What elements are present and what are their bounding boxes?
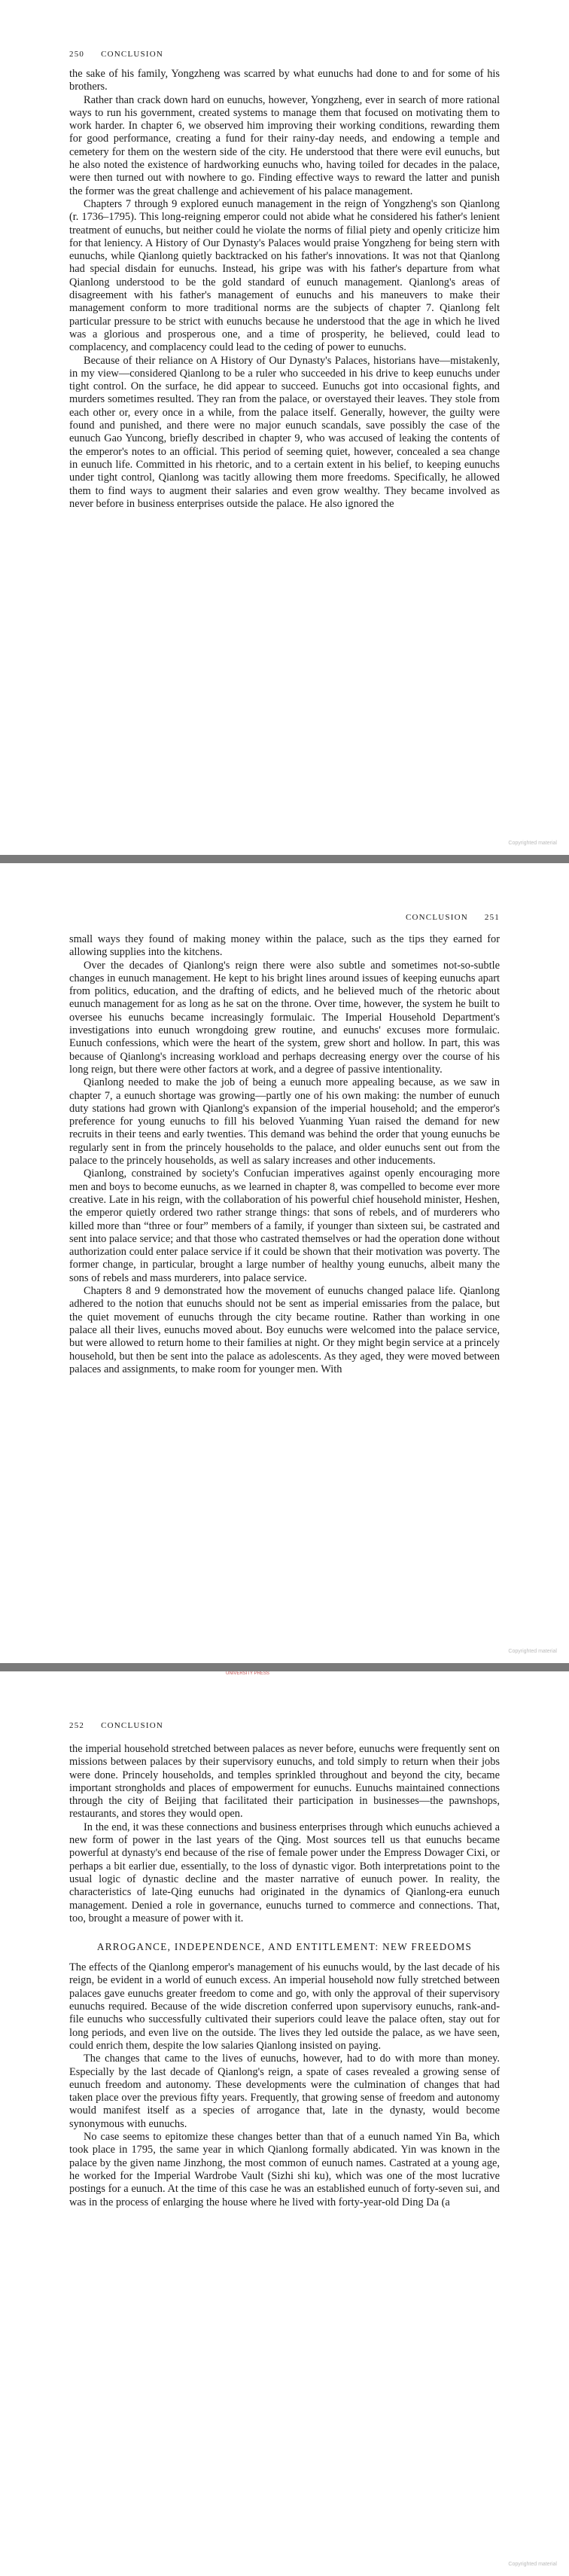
paragraph: Qianlong, constrained by society's Confucian imperatives against openly encouraging more men and boys to become eunuchs, as we learned in chapter 8, was compelled to become ever more creative. Late in his reign, with the collaboration of his powerful chief household minister, Heshen, the emperor quietly ordered two rather strange things: that sons of rebels, and of murderers who killed more than “three or four” members of a family, if younger than sixteen sui, be castrated and sent into palace service; and that those who castrated themselves or had the operation done without authorization could enter palace service if it could be shown that their motivation was poverty. The former change, in particular, brought a large number of healthy young eunuchs, albeit many the sons of rebels and mass murderers, into palace service. (69, 1167, 500, 1284)
running-head (69, 50, 163, 59)
paragraph: the sake of his family, Yongzheng was scarred by what eunuchs had done to and for some of his brothers. (69, 68, 500, 93)
paragraph: Rather than crack down hard on eunuchs, however, Yongzheng, ever in search of more rational ways to run his government, created systems to manage them that focused on motivating them to work harder. In chapter 6, we observed him improving their working conditions, rewarding them for good performance, creating a fund for their rainy-day needs, and endowing a temple and cemetery for them on the western side of the city. He understood that there were evil eunuchs, but he also noted the existence of hardworking eunuchs who, having toiled for decades in the palace, were then turned out with nowhere to go. Finding effective ways to reward the latter and punish the former was the great challenge and achievement of his palace management. (69, 93, 500, 197)
paragraph: The effects of the Qianlong emperor's management of his eunuchs would, by the last decade of his reign, be evident in a world of eunuch excess. An imperial household now fully stretched between palaces gave eunuchs greater freedom to come and go, with only the approval of their supervisory eunuchs required. Because of the wide discretion conferred upon supervisory eunuchs, rank-and-file eunuchs who successfully cultivated their superiors could leave the palace often, stay out for long periods, and even live on the outside. The lives they led outside the palace, as we have seen, could enrich them, despite the low salaries Qianlong insisted on paying. (69, 1961, 500, 2052)
page-number: 251 (484, 913, 500, 922)
chapter-title: CONCLUSION (101, 50, 164, 59)
paragraph: the imperial household stretched between palaces as never before, eunuchs were frequently sent on missions between palaces by their supervisory eunuchs, and told simply to return when their jobs were done. Princely households, and temples sprinkled throughout and beyond the city, became important strongholds and places of empowerment for eunuchs. Eunuchs maintained connections through the city of Beijing that facilitated their participation in businesses—the pawnshops, restaurants, and stores they would open. (69, 1743, 500, 1821)
book-page-251 (0, 863, 569, 1663)
paragraph: Because of their reliance on A History of Our Dynasty's Palaces, historians have—mistakenly, in my view—considered Qianlong to be a ruler who succeeded in his drive to keep eunuchs under tight control. On the surface, he did appear to succeed. Eunuchs got into occasional fights, and murders sometimes resulted. They ran from the palace, or overstayed their leaves. They stole from each other or, every once in a while, from the palace itself. Generally, however, the guilty were found and punished, and there were no major eunuch scandals, save possibly the case of the eunuch Gao Yuncong, briefly described in chapter 9, who was accused of leaking the contents of the emperor's notes to an official. This period of seeming quiet, however, concealed a sea change in eunuch life. Committed in his rhetoric, and to a certain extent in his belief, to keeping eunuchs under tight control, Qianlong was tacitly allowing them more freedoms. Specifically, he allowed them to find ways to augment their salaries and even grow wealthy. They became involved as never before in business enterprises outside the palace. He also ignored the (69, 354, 500, 510)
section-heading: ARROGANCE, INDEPENDENCE, AND ENTITLEMENT: NEW FREEDOMS (96, 1941, 473, 1953)
copyright-notice: Copyrighted material (508, 2562, 557, 2567)
book-page-250 (0, 0, 569, 855)
publisher-marker: UNIVERSITY PRESS (226, 1671, 269, 1676)
chapter-title: CONCLUSION (101, 1721, 164, 1730)
body-text (69, 68, 500, 511)
chapter-title: CONCLUSION (405, 913, 468, 922)
paragraph: In the end, it was these connections and business enterprises through which eunuchs achieved a new form of power in the last years of the Qing. Most sources tell us that eunuchs became powerful at dynasty's end because of the rise of female power under the Empress Dowager Cixi, or perhaps a bit earlier due, essentially, to the loss of dynastic vigor. Both interpretations point to the usual logic of dynastic decline and the master narrative of eunuch power. In reality, the characteristics of late-Qing eunuchs had originated in the dynamics of Qianlong-era eunuch management. Denied a role in governance, eunuchs turned to commerce and connections. That, too, brought a measure of power with it. (69, 1821, 500, 1924)
paragraph: small ways they found of making money within the palace, such as the tips they earned for allowing supplies into the kitchens. (69, 933, 500, 959)
page-number: 250 (69, 50, 85, 59)
copyright-notice: Copyrighted material (508, 1649, 557, 1654)
paragraph: Chapters 7 through 9 explored eunuch management in the reign of Yongzheng's son Qianlong (r. 1736–1795). This long-reigning emperor could not abide what he considered his father's lenient treatment of eunuchs, but neither could he violate the norms of filial piety and openly criticize him for that leniency. A History of Our Dynasty's Palaces would praise Yongzheng for being stern with eunuchs, while Qianlong quietly backtracked on his father's innovations. It was not that Qianlong had special disdain for eunuchs. Instead, his gripe was with his father's departure from what Qianlong understood to be the gold standard of eunuch management. Qianlong's areas of disagreement with his father's management of eunuchs and his maneuvers to make their management conform to more traditional norms are the subjects of chapter 7. Qianlong felt particular pressure to be strict with eunuchs because he understood that the age in which he lived was a glorious and prosperous one, and a time of prosperity, he believed, could lead to complacency, and complacency could lead to the ceding of power to eunuchs. (69, 197, 500, 354)
paragraph: Qianlong needed to make the job of being a eunuch more appealing because, as we saw in chapter 7, a eunuch shortage was growing—partly one of his own making: the number of eunuch duty stations had grown with Qianlong's expansion of the imperial household; and the emperor's preference for young eunuchs to fill his beloved Yuanming Yuan raised the demand for new recruits in their teens and early twenties. This demand was behind the order that young eunuchs be regularly sent in from the princely households to the palace, and older eunuchs sent out from the palace to the princely households, as well as salary increases and other inducements. (69, 1076, 500, 1167)
paragraph: Chapters 8 and 9 demonstrated how the movement of eunuchs changed palace life. Qianlong adhered to the notion that eunuchs should not be sent as imperial emissaries from the palace, but the quiet movement of eunuchs through the city became routine. Rather than working in one palace all their lives, eunuchs moved about. Boy eunuchs were welcomed into the palace service, but were allowed to return home to their families at night. Or they might begin service at a princely household, but then be sent into the palace as adolescents. As they aged, they were moved between palaces and assignments, to make room for younger men. With (69, 1285, 500, 1375)
running-head (406, 913, 500, 922)
copyright-notice: Copyrighted material (508, 841, 557, 846)
book-page-252 (0, 1671, 569, 2576)
paragraph: Over the decades of Qianlong's reign there were also subtle and sometimes not-so-subtle changes in eunuch management. He kept to his bright lines around issues of keeping eunuchs apart from politics, education, and the drafting of edicts, and he believed much of the rhetoric about eunuch management for as long as he sat on the throne. Over time, however, the system he built to oversee his eunuchs became increasingly formulaic. The Imperial Household Department's investigations into eunuch wrongdoing grew routine, and eunuchs' excuses more formulaic. Eunuch confessions, which were the heart of the system, grew short and hollow. In part, this was because of Qianlong's increasing workload and perhaps decreasing energy over the course of his long reign, but there were other factors at work, and a degree of passive intentionality. (69, 959, 500, 1076)
paragraph: No case seems to epitomize these changes better than that of a eunuch named Yin Ba, which took place in 1795, the same year in which Qianlong formally abdicated. Yin was known in the palace by the given name Jinzhong, the most common of eunuch names. Castrated at a young age, he worked for the Imperial Wardrobe Vault (Sizhi shi ku), which was one of the most lucrative postings for a eunuch. At the time of this case he was an established eunuch of forty-seven sui, and was in the process of enlarging the house where he lived with forty-year-old Ding Da (a (69, 2131, 500, 2208)
body-text (69, 933, 500, 1376)
page-number: 252 (69, 1721, 85, 1730)
running-head (69, 1721, 163, 1730)
body-text (69, 1743, 500, 2209)
paragraph: The changes that came to the lives of eunuchs, however, had to do with more than money. Especially by the last decade of Qianlong's reign, a spate of cases revealed a growing sense of eunuch freedom and autonomy. These developments were the culmination of changes that had taken place over the previous fifty years. Frequently, that growing sense of freedom and autonomy would manifest itself as a species of arrogance that, late in the dynasty, would become synonymous with eunuchs. (69, 2053, 500, 2130)
